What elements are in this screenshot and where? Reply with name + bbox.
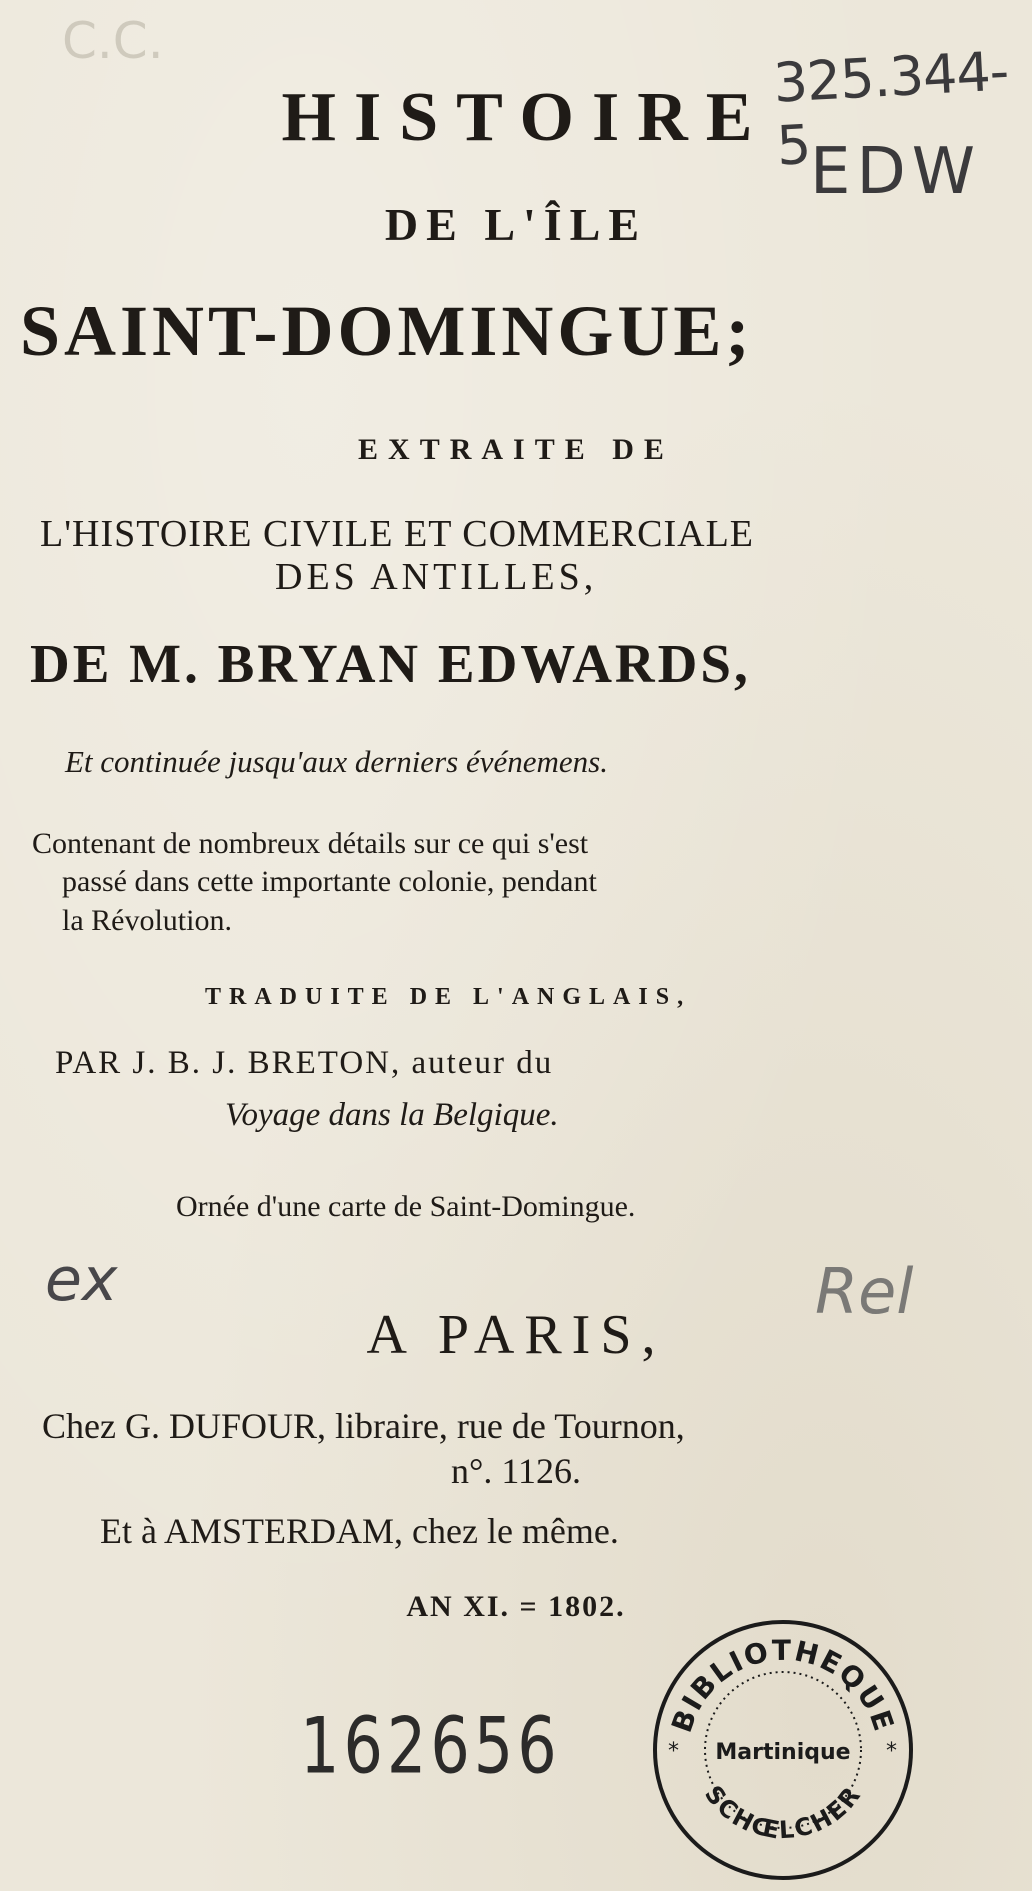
description-line-3: la Révolution. [62, 904, 232, 937]
imprint-street-number: n°. 1126. [450, 1451, 582, 1491]
author-line: DE M. BRYAN EDWARDS, [30, 633, 751, 694]
title-histoire: HISTOIRE [281, 79, 771, 156]
call-number-handwritten: 325.344-5 [771, 39, 1010, 178]
subtitle-histoire-civile: L'HISTOIRE CIVILE ET COMMERCIALE [40, 513, 755, 555]
call-number-author-code: EDW [810, 135, 981, 209]
handwritten-rel-note: Rel [815, 1255, 914, 1328]
stamp-top-text: BIBLIOTHEQUE [665, 1633, 901, 1737]
stamp-star-right-icon: * [886, 1739, 897, 1764]
subtitle-extraite: EXTRAITE DE [358, 433, 674, 466]
library-stamp [648, 1615, 918, 1885]
imprint-publisher: Chez G. DUFOUR, libraire, rue de Tournon, [42, 1406, 685, 1446]
description-line-2: passé dans cette importante colonie, pendant [62, 865, 597, 898]
title-saint-domingue: SAINT-DOMINGUE; [20, 291, 754, 371]
stamp-center-text: Martinique [715, 1740, 851, 1765]
imprint-amsterdam: Et à AMSTERDAM, chez le même. [100, 1511, 619, 1551]
translator-line: PAR J. B. J. BRETON, auteur du [55, 1045, 554, 1081]
imprint-date: AN XI. = 1802. [406, 1590, 626, 1623]
translator-work: Voyage dans la Belgique. [225, 1097, 559, 1133]
continuation-line: Et continuée jusqu'aux derniers événemens. [65, 744, 608, 779]
svg-text:BIBLIOTHEQUE [665, 1634, 901, 1737]
subtitle-antilles: DES ANTILLES, [275, 556, 598, 598]
stamp-star-left-icon: * [668, 1739, 679, 1764]
description-line-1: Contenant de nombreux détails sur ce qui s'est [32, 827, 589, 860]
map-note: Ornée d'une carte de Saint-Domingue. [176, 1190, 636, 1223]
svg-text:SCHŒLCHER [699, 1780, 867, 1845]
accession-number: 162656 [300, 1700, 561, 1792]
title-de-lile: DE L'ÎLE [384, 199, 648, 250]
corner-pencil-mark: C.C. [62, 12, 164, 70]
stamp-bottom-text: SCHŒLCHER [699, 1780, 868, 1845]
translation-note: TRADUITE DE L'ANGLAIS, [205, 984, 692, 1010]
imprint-city: A PARIS, [366, 1304, 666, 1366]
handwritten-ex-note: ex [45, 1245, 118, 1315]
